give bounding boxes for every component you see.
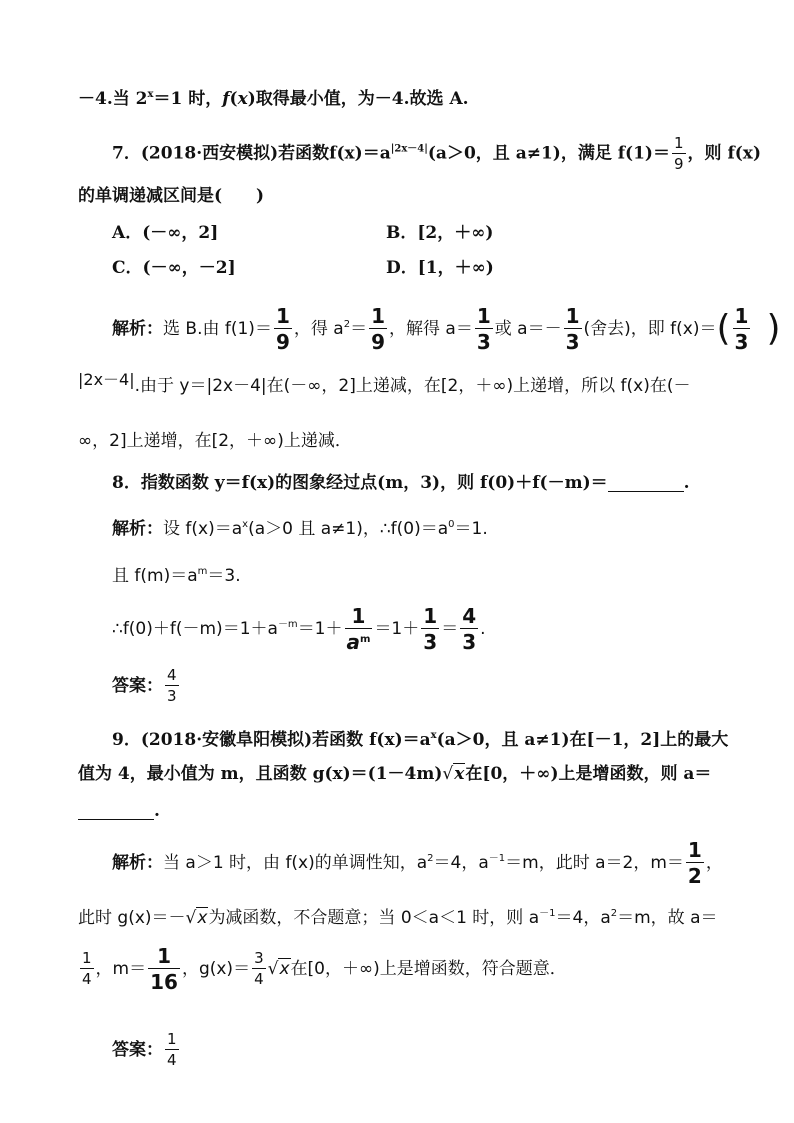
text: .由于 y＝|2x－4|在(－∞，2]上递减，在[2，＋∞)上递增，所以 f(x)在(－: [134, 376, 691, 396]
question-number: 7．: [112, 143, 141, 164]
superscript: x: [242, 519, 249, 530]
text: ＝1.: [454, 519, 488, 539]
text: ＝: [441, 619, 459, 639]
text: ，: [705, 853, 723, 873]
superscript: 2: [343, 319, 351, 330]
text: ＝3.: [207, 566, 241, 586]
text: ＝m，此时 a＝2，m＝: [505, 853, 684, 873]
text: ＝1＋: [297, 619, 343, 639]
q9-solution-line3: [78, 946, 754, 992]
superscript: m: [197, 566, 208, 577]
text: (2018·西安模拟)若函数: [140, 143, 330, 164]
text: ，解得 a＝: [389, 319, 473, 339]
text: ∴f(0)＋f(－m)＝1＋a: [112, 619, 278, 639]
option-b: B．[2，＋∞): [386, 223, 494, 243]
q8-solution-line2: [112, 561, 754, 587]
answer-blank: [608, 473, 684, 492]
text: ＝: [350, 319, 368, 339]
q9-answer: [112, 1030, 754, 1070]
option-c: C．(－∞，－2]: [112, 258, 236, 278]
sqrt-arg: x: [197, 908, 208, 928]
q8-stem: [112, 472, 754, 494]
fraction: $\frac{1}{a^m}$: [346, 604, 371, 654]
q7-solution-line3: ∞，2]上递增，在[2，＋∞)上递减．: [78, 431, 352, 451]
q8-solution: [112, 514, 754, 540]
text: (a＞0，且 a≠1)，满足 f(1)＝: [427, 143, 670, 164]
text: 在[0，＋∞)上是增函数，则 a＝: [465, 764, 712, 784]
sqrt-arg: x: [279, 959, 290, 979]
text: 选 B.由 f(1)＝: [163, 319, 272, 339]
option-d: D．[1，＋∞): [386, 258, 494, 278]
text: 指数函数 y＝f(x)的图象经过点(m，3)，则 f(0)＋f(－m)＝: [140, 473, 608, 493]
fraction: $\frac{1}{16}$: [150, 944, 178, 994]
superscript: 2: [427, 853, 434, 864]
text: (: [229, 89, 238, 109]
sqrt-sign: √: [267, 959, 279, 979]
sqrt-arg: x: [454, 764, 465, 784]
fraction: $\frac{1}{9}$: [673, 134, 684, 173]
text: (a＞0 且 a≠1)，∴f(0)＝a: [248, 519, 449, 539]
answer-blank: [78, 801, 154, 820]
superscript: －1: [488, 853, 506, 864]
text: 在[0，＋∞)上是增函数，符合题意．: [290, 959, 567, 979]
text: 当 a＞1 时，由 f(x)的单调性知，a: [163, 853, 428, 873]
superscript: 2: [610, 908, 618, 919]
fraction: $\frac{1}{2}$: [687, 838, 702, 888]
text: 且 f(m)＝a: [112, 566, 198, 586]
fraction: $\frac{3}{4}$: [254, 949, 264, 988]
fraction: $\frac{1}{9}$: [275, 304, 290, 354]
superscript: x: [430, 730, 437, 741]
text: ＝m，故 a＝: [617, 908, 718, 928]
sqrt-sign: √: [185, 908, 197, 928]
q7-options-row2: [112, 257, 754, 279]
text: )取得最小值，为－4.故选 A.: [247, 89, 469, 109]
text: x: [237, 89, 248, 109]
superscript: |2x－4|: [390, 143, 428, 155]
q8-answer: [112, 666, 754, 706]
solution-label: 解析：: [112, 319, 163, 339]
fraction: $\frac{4}{3}$: [462, 604, 477, 654]
paren: (: [716, 308, 731, 349]
text: .: [683, 473, 690, 493]
solution-label: 解析：: [112, 853, 163, 873]
q9-stem: [112, 725, 754, 751]
fraction: $\frac{1}{4}$: [82, 949, 92, 988]
text: 值为 4，最小值为 m，且函数 g(x)＝(1－4m): [78, 764, 443, 784]
text: 或 a＝－: [494, 319, 562, 339]
text: 设 f(x)＝a: [163, 519, 243, 539]
text: ＝1 时，: [153, 89, 223, 109]
superscript: x: [147, 89, 154, 100]
fraction: $\frac{1}{9}$: [371, 304, 385, 354]
superscript: |2x－4|: [78, 370, 135, 389]
answer-label: 答案：: [112, 1040, 163, 1060]
answer-fraction: $\frac{4}{3}$: [167, 666, 177, 705]
superscript: －m: [277, 619, 298, 630]
answer-label: 答案：: [112, 676, 163, 696]
q8-solution-line3: [112, 606, 754, 652]
continuation-line: [78, 84, 754, 110]
fraction: $\frac{1}{3}$: [476, 304, 491, 354]
text: ，m＝: [95, 959, 147, 979]
q9-solution: [112, 839, 754, 886]
text: f(x)＝a: [329, 143, 391, 164]
fraction: $\frac{1}{3}$: [734, 304, 749, 354]
text: .: [154, 801, 160, 821]
question-number: 9．: [112, 730, 141, 750]
text: ＝4，a: [555, 908, 611, 928]
text: －4.当 2: [78, 89, 148, 109]
q7-solution-line2: [78, 369, 754, 397]
question-number: 8．: [112, 473, 141, 493]
q9-solution-line2: [78, 903, 754, 929]
text: ，得 a: [293, 319, 344, 339]
sqrt-sign: √: [442, 764, 454, 784]
text: .: [480, 619, 486, 639]
q7-stem: [112, 134, 761, 173]
fraction: $\frac{1}{3}$: [565, 304, 580, 354]
text: f: [222, 89, 230, 109]
solution-label: 解析：: [112, 519, 163, 539]
q7-options-row1: [112, 222, 754, 244]
text: ＝1＋: [374, 619, 420, 639]
superscript: 0: [448, 519, 455, 530]
fraction: $\frac{1}{3}$: [423, 604, 438, 654]
text: (a＞0，且 a≠1)在[－1，2]上的最大: [436, 730, 729, 750]
answer-fraction: $\frac{1}{4}$: [167, 1030, 177, 1069]
text: (舍去)，即 f(x)＝: [583, 319, 717, 339]
option-a: A．(－∞，2]: [112, 223, 219, 243]
q9-stem-line3: [78, 800, 754, 822]
text: (2018·安徽阜阳模拟)若函数 f(x)＝a: [140, 730, 431, 750]
q9-stem-line2: [78, 763, 754, 785]
text: ，则 f(x): [687, 143, 761, 164]
q7-solution: [112, 304, 781, 354]
text: 为减函数，不合题意；当 0＜a＜1 时，则 a: [208, 908, 540, 928]
text: ＝4，a: [433, 853, 489, 873]
superscript: －1: [539, 908, 556, 919]
q7-stem-line2: 的单调递减区间是( ): [78, 186, 265, 206]
text: 此时 g(x)＝－: [78, 908, 186, 928]
text: ，g(x)＝: [181, 959, 251, 979]
paren: ): [766, 308, 781, 349]
